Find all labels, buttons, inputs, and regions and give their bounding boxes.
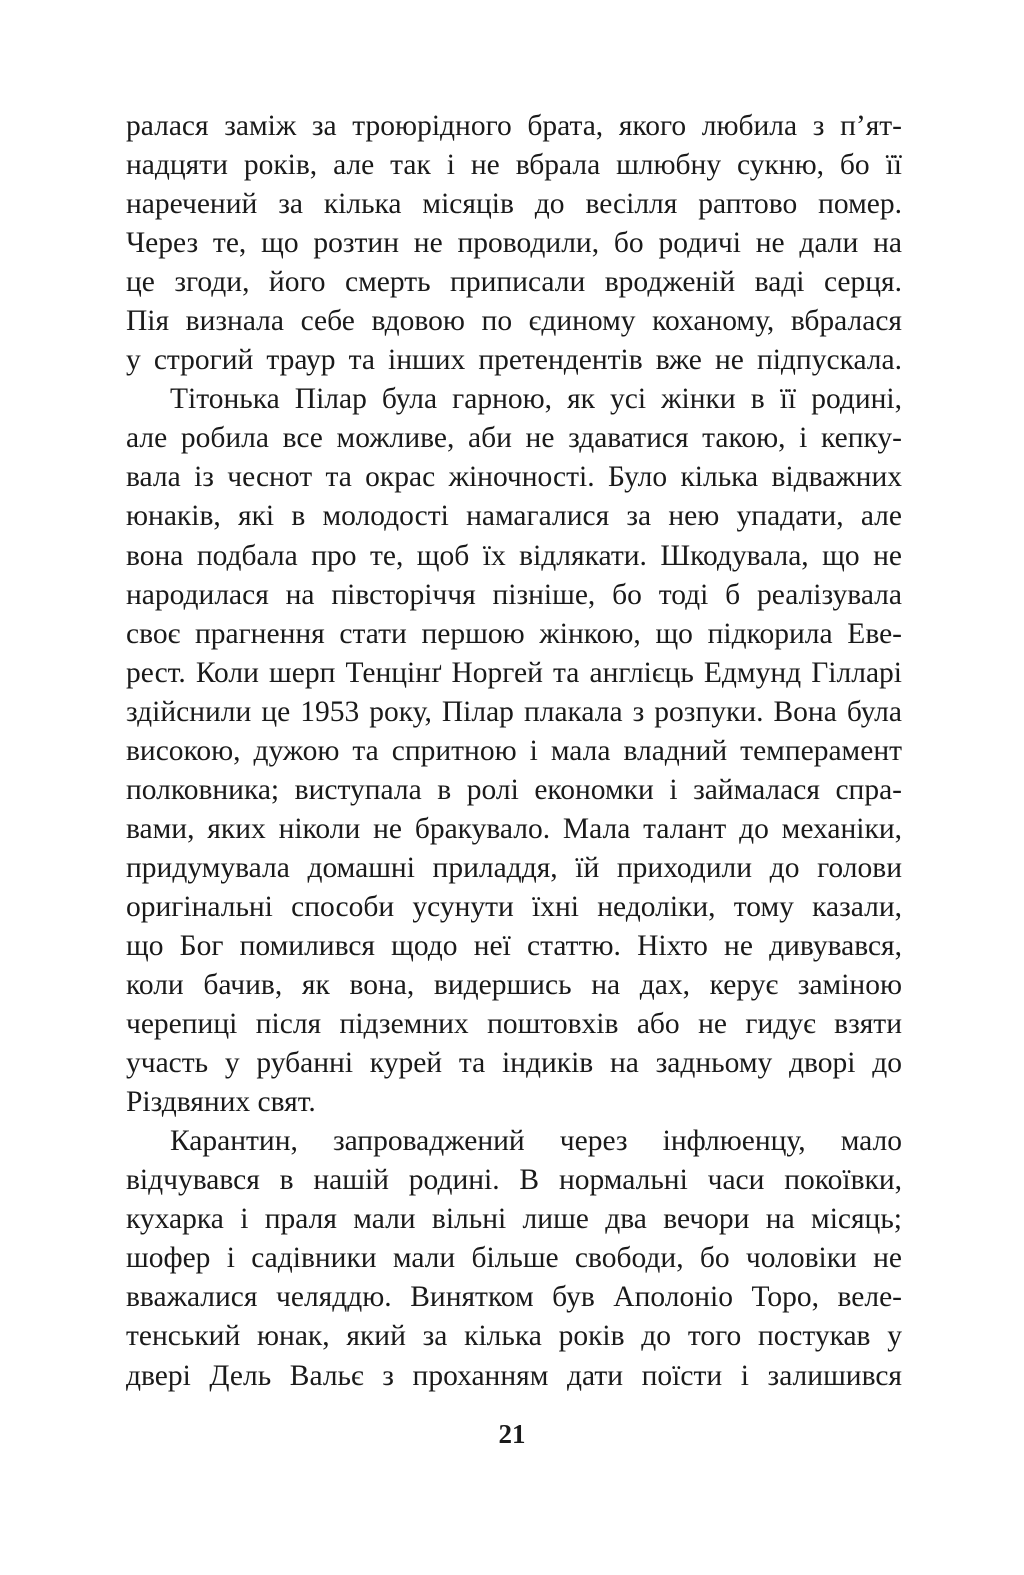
text-line: народилася на півсторіччя пізніше, бо тоді б реалізувала [126, 578, 902, 611]
paragraph-1 [126, 107, 902, 380]
page-text [126, 107, 902, 1396]
text-line: Через те, що розтин не проводили, бо родичі не дали на [126, 227, 902, 260]
text-line: вважалися челяддю. Винятком був Аполоніо Торо, веле- [126, 1281, 902, 1314]
text-line: наречений за кілька місяців до весілля раптово помер. [126, 188, 902, 221]
text-line: рест. Коли шерп Тенцінґ Норгей та англієць Едмунд Гілларі [126, 656, 902, 689]
text-line: здійснили це 1953 року, Пілар плакала з розпуки. Вона була [126, 695, 902, 728]
text-line: вала із чеснот та окрас жіночності. Було кілька відважних [126, 461, 902, 494]
text-line: але робила все можливе, аби не здаватися такою, і кепку- [126, 422, 902, 455]
text-line: Різдвяних свят. [126, 1086, 316, 1119]
text-line: Карантин, запроваджений через інфлюенцу, мало [170, 1125, 902, 1158]
text-line: це згоди, його смерть приписали вродженій ваді серця. [126, 266, 902, 299]
text-line: полковника; виступала в ролі економки і займалася спра- [126, 773, 902, 806]
text-line: черепиці після підземних поштовхів або не гидує взяти [126, 1008, 902, 1041]
text-line: двері Дель Вальє з проханням дати поїсти і залишився [126, 1359, 902, 1392]
text-line: Пія визнала себе вдовою по єдиному коханому, вбралася [126, 305, 902, 338]
page-number: 21 [498, 1419, 526, 1449]
text-line: тенський юнак, який за кілька років до того постукав у [126, 1320, 902, 1353]
text-line: шофер і садівники мали більше свободи, бо чоловіки не [126, 1242, 902, 1275]
text-line: оригінальні способи усунути їхні недоліки, тому казали, [126, 890, 902, 923]
text-line: своє прагнення стати першою жінкою, що підкорила Еве- [126, 617, 902, 650]
text-line: ралася заміж за троюрідного брата, якого любила з п’ят- [126, 110, 902, 142]
paragraph-3 [126, 1122, 902, 1395]
text-line: вона подбала про те, щоб їх відлякати. Шкодувала, що не [126, 539, 902, 572]
text-line: вами, яких ніколи не бракувало. Мала талант до механіки, [126, 812, 902, 845]
text-line: придумувала домашні приладдя, їй приходили до голови [126, 851, 902, 884]
text-line: відчувався в нашій родині. В нормальні часи покоївки, [126, 1164, 902, 1197]
text-line: надцяти років, але так і не вбрала шлюбну сукню, бо її [126, 149, 902, 182]
text-line: Тітонька Пілар була гарною, як усі жінки в її родині, [170, 383, 902, 416]
text-line: коли бачив, як вона, видершись на дах, керує заміною [126, 969, 902, 1002]
text-line: кухарка і праля мали вільні лише два вечори на місяць; [126, 1203, 902, 1236]
paragraph-2 [126, 380, 902, 1122]
text-line: що Бог помилився щодо неї статтю. Ніхто не дивувався, [126, 929, 902, 962]
text-line: участь у рубанні курей та індиків на задньому дворі до [126, 1047, 902, 1080]
text-line: у строгий траур та інших претендентів вже не підпускала. [126, 344, 902, 377]
text-line: високою, дужою та спритною і мала владний темперамент [126, 734, 902, 767]
text-line: юнаків, які в молодості намагалися за нею упадати, але [126, 500, 902, 533]
